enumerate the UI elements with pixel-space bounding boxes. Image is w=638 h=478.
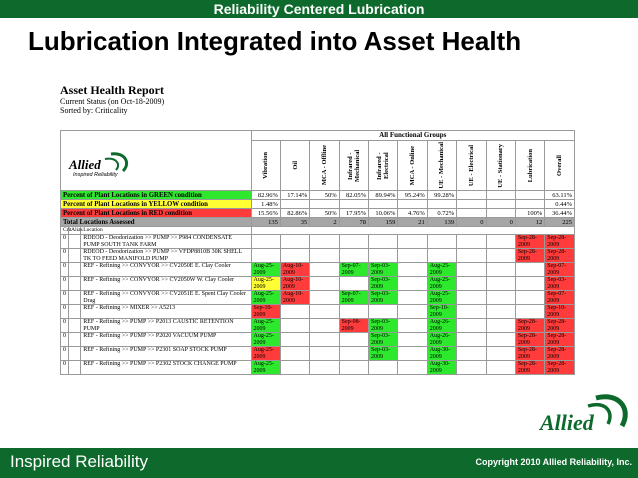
crit-cell: 0 (61, 263, 69, 277)
empty-cell (457, 361, 486, 375)
alias-cell (69, 277, 81, 291)
empty-cell (369, 305, 398, 319)
empty-cell (427, 249, 456, 263)
empty-cell (280, 235, 309, 249)
empty-cell (310, 361, 339, 375)
status-date-cell: Aug-25-2009 (251, 277, 280, 291)
column-header (515, 141, 544, 191)
list-header (61, 227, 575, 235)
status-date-cell: Aug-25-2009 (427, 291, 456, 305)
summary-value (280, 200, 309, 209)
status-date-cell: Sep-10-2009 (545, 305, 575, 319)
summary-value: 50% (310, 191, 339, 200)
empty-cell (339, 333, 368, 347)
slide-footer-bar (0, 448, 638, 478)
status-date-cell: Sep-03-2009 (369, 291, 398, 305)
location-cell[interactable]: REF - Refining >> PUMP >> P2302 STOCK CHANGE PUMP (81, 361, 251, 375)
summary-value: 17.14% (280, 191, 309, 200)
report-logo-tagline: Inspired Reliability (73, 172, 118, 178)
status-date-cell: Aug-30-2009 (427, 361, 456, 375)
asset-health-table-wrap (60, 130, 575, 375)
status-date-cell: Aug-10-2009 (280, 277, 309, 291)
table-row[interactable] (61, 333, 575, 347)
summary-value: 159 (369, 218, 398, 227)
summary-value (486, 200, 515, 209)
summary-value: 95.24% (398, 191, 427, 200)
table-row[interactable] (61, 291, 575, 305)
location-cell[interactable]: REF - Refining >> PUMP >> P2020 VACUUM PUMP (81, 333, 251, 347)
alias-cell (69, 347, 81, 361)
summary-value (515, 200, 544, 209)
column-header-label: Lubrication (526, 148, 534, 183)
empty-cell (398, 333, 427, 347)
status-date-cell: Aug-10-2009 (280, 291, 309, 305)
crit-cell: 0 (61, 291, 69, 305)
summary-value: 0 (486, 218, 515, 227)
status-date-cell: Aug-25-2009 (251, 319, 280, 333)
status-date-cell: Sep-28-2009 (545, 319, 575, 333)
status-date-cell: Sep-07-2009 (545, 291, 575, 305)
column-header-label: Overall (556, 155, 564, 176)
summary-value (486, 209, 515, 218)
empty-cell (310, 319, 339, 333)
empty-cell (486, 319, 515, 333)
summary-value: 135 (251, 218, 280, 227)
status-date-cell: Aug-25-2009 (251, 263, 280, 277)
empty-cell (486, 277, 515, 291)
status-date-cell: Sep-28-2009 (515, 347, 544, 361)
empty-cell (515, 263, 544, 277)
status-date-cell: Sep-07-2009 (339, 291, 368, 305)
status-date-cell: Sep-28-2009 (515, 333, 544, 347)
empty-cell (339, 361, 368, 375)
empty-cell (339, 249, 368, 263)
column-header (280, 141, 309, 191)
status-date-cell: Sep-28-2009 (545, 235, 575, 249)
status-date-cell: Aug-25-2009 (427, 277, 456, 291)
summary-value (457, 209, 486, 218)
empty-cell (398, 249, 427, 263)
summary-row (61, 218, 575, 227)
summary-value: 139 (427, 218, 456, 227)
alias-cell (69, 263, 81, 277)
location-cell[interactable]: REF - Refining >> PUMP >> P2301 SOAP STOCK PUMP (81, 347, 251, 361)
summary-value: 10.06% (369, 209, 398, 218)
location-cell[interactable]: REF - Refining >> CONVYOR >> CV2050E E. Clay Cooler (81, 263, 251, 277)
column-header-label: UE - Mechanical (438, 142, 446, 189)
crit-cell: 0 (61, 347, 69, 361)
summary-rows (61, 191, 575, 227)
status-date-cell: Sep-28-2009 (545, 347, 575, 361)
column-header (398, 141, 427, 191)
summary-value: 17.95% (339, 209, 368, 218)
empty-cell (457, 347, 486, 361)
slide-header-text: Reliability Centered Lubrication (213, 1, 425, 17)
summary-value: 50% (310, 209, 339, 218)
empty-cell (457, 305, 486, 319)
summary-value: 225 (545, 218, 575, 227)
status-date-cell: Sep-28-2009 (545, 249, 575, 263)
summary-label: Percent of Plant Locations in GREEN condition (61, 191, 252, 200)
empty-cell (486, 263, 515, 277)
column-header (310, 141, 339, 191)
status-date-cell: Sep-28-2009 (515, 361, 544, 375)
summary-row (61, 191, 575, 200)
summary-label: Percent of Plant Locations in YELLOW condition (61, 200, 252, 209)
location-rows (61, 235, 575, 375)
slide-header-bar (0, 0, 638, 18)
summary-value: 36.44% (545, 209, 575, 218)
summary-label: Total Locations Assessed (61, 218, 252, 227)
empty-cell (515, 305, 544, 319)
column-header-label: Infrared - Electrical (376, 151, 391, 180)
alias-cell (69, 235, 81, 249)
crit-cell: 0 (61, 333, 69, 347)
status-date-cell: Sep-10-2009 (427, 305, 456, 319)
column-header-label: UE - Electrical (467, 144, 475, 187)
summary-value (398, 200, 427, 209)
summary-value: 1.48% (251, 200, 280, 209)
summary-value (369, 200, 398, 209)
empty-cell (398, 277, 427, 291)
alias-cell (69, 361, 81, 375)
location-cell[interactable]: REF - Refining >> MIXER >> A5213 (81, 305, 251, 319)
summary-value (457, 200, 486, 209)
table-row[interactable] (61, 347, 575, 361)
location-cell[interactable]: RDEOD - Deodorization >> PUMP >> VFDP8810B 30K SHELL TK TO FEED MANIFOLD PUMP (81, 249, 251, 263)
empty-cell (515, 277, 544, 291)
crit-cell: 0 (61, 249, 69, 263)
column-header-label: Infrared - Mechanical (346, 149, 361, 182)
location-cell[interactable]: REF - Refining >> PUMP >> P2013 CAUSTIC RETENTION PUMP (81, 319, 251, 333)
table-row[interactable] (61, 249, 575, 263)
status-date-cell: Sep-28-2009 (545, 333, 575, 347)
status-date-cell: Sep-10-2009 (251, 305, 280, 319)
empty-cell (310, 249, 339, 263)
empty-cell (251, 235, 280, 249)
status-date-cell: Sep-28-2009 (545, 361, 575, 375)
status-date-cell: Sep-08-2009 (339, 319, 368, 333)
report-heading (60, 84, 575, 115)
summary-value: 99.28% (427, 191, 456, 200)
empty-cell (457, 277, 486, 291)
summary-value: 21 (398, 218, 427, 227)
footer-tagline: Inspired Reliability (10, 452, 148, 471)
empty-cell (398, 235, 427, 249)
location-header: Location (81, 227, 251, 235)
brand-logo-text: Allied (540, 410, 594, 435)
summary-row (61, 200, 575, 209)
summary-label: Percent of Plant Locations in RED condition (61, 209, 252, 218)
status-date-cell: Aug-25-2009 (251, 361, 280, 375)
empty-cell (486, 249, 515, 263)
status-date-cell: Sep-07-2009 (545, 263, 575, 277)
empty-cell (398, 305, 427, 319)
table-row[interactable] (61, 361, 575, 375)
empty-cell (457, 291, 486, 305)
report-logo-text: Allied (69, 157, 101, 172)
status-date-cell: Sep-28-2009 (515, 249, 544, 263)
empty-cell (280, 249, 309, 263)
empty-cell (310, 277, 339, 291)
report-title: Asset Health Report (60, 83, 164, 97)
status-date-cell: Sep-03-2009 (369, 263, 398, 277)
table-row[interactable] (61, 235, 575, 249)
alias-cell (69, 249, 81, 263)
summary-value: 4.76% (398, 209, 427, 218)
crit-header: Crit (61, 227, 69, 235)
column-header-label: MCA - Offline (320, 145, 328, 186)
alias-cell (69, 333, 81, 347)
alias-header: Alias (69, 227, 81, 235)
column-header (427, 141, 456, 191)
empty-cell (398, 347, 427, 361)
empty-cell (280, 347, 309, 361)
summary-value (457, 191, 486, 200)
summary-value: 82.96% (251, 191, 280, 200)
empty-cell (486, 305, 515, 319)
empty-cell (515, 291, 544, 305)
empty-cell (486, 291, 515, 305)
summary-value: 2 (310, 218, 339, 227)
status-date-cell: Aug-10-2009 (280, 263, 309, 277)
report-logo-cell (61, 131, 252, 191)
empty-cell (398, 291, 427, 305)
status-date-cell: Aug-25-2009 (251, 291, 280, 305)
crit-cell: 0 (61, 277, 69, 291)
empty-cell (369, 235, 398, 249)
empty-cell (310, 291, 339, 305)
empty-cell (486, 361, 515, 375)
asset-health-table (60, 130, 575, 375)
summary-value: 89.94% (369, 191, 398, 200)
empty-cell (457, 235, 486, 249)
status-date-cell: Sep-28-2009 (515, 319, 544, 333)
table-row[interactable] (61, 319, 575, 333)
status-date-cell: Sep-03-2009 (369, 319, 398, 333)
summary-value: 63.11% (545, 191, 575, 200)
column-header-label: UE - Stationary (497, 143, 505, 188)
summary-value: 82.05% (339, 191, 368, 200)
table-row[interactable] (61, 305, 575, 319)
status-date-cell: Aug-30-2009 (427, 347, 456, 361)
empty-cell (339, 235, 368, 249)
summary-value: 100% (515, 209, 544, 218)
empty-cell (280, 333, 309, 347)
status-date-cell: Sep-28-2009 (515, 235, 544, 249)
summary-value (339, 200, 368, 209)
empty-cell (280, 319, 309, 333)
crit-cell: 0 (61, 305, 69, 319)
summary-row (61, 209, 575, 218)
empty-cell (486, 235, 515, 249)
summary-value: 12 (515, 218, 544, 227)
empty-cell (339, 305, 368, 319)
table-row[interactable] (61, 277, 575, 291)
column-header-label: Oil (291, 161, 299, 170)
column-header-label: Vibration (262, 152, 270, 179)
empty-cell (398, 319, 427, 333)
table-row[interactable] (61, 263, 575, 277)
crit-cell: 0 (61, 235, 69, 249)
empty-cell (457, 249, 486, 263)
column-header (486, 141, 515, 191)
summary-value: 35 (280, 218, 309, 227)
empty-cell (280, 361, 309, 375)
empty-cell (310, 333, 339, 347)
status-date-cell: Aug-25-2009 (427, 263, 456, 277)
empty-cell (339, 277, 368, 291)
status-date-cell: Sep-03-2009 (369, 347, 398, 361)
status-date-cell: Sep-03-2009 (369, 277, 398, 291)
alias-cell (69, 291, 81, 305)
summary-value: 0.44% (545, 200, 575, 209)
status-date-cell: Sep-03-2009 (545, 277, 575, 291)
empty-cell (280, 305, 309, 319)
alias-cell (69, 319, 81, 333)
functional-groups-header: All Functional Groups (251, 131, 574, 141)
location-cell[interactable]: REF - Refining >> CONVYOR >> CV2050W W. Clay Cooler (81, 277, 251, 291)
empty-cell (457, 319, 486, 333)
status-date-cell: Sep-03-2009 (369, 333, 398, 347)
summary-value: 0.72% (427, 209, 456, 218)
empty-cell (369, 361, 398, 375)
empty-cell (310, 305, 339, 319)
location-cell[interactable]: RDEOD - Deodorization >> PUMP >> P984 CONDENSATE PUMP SOUTH TANK FARM (81, 235, 251, 249)
report-sorted: Sorted by: Criticality (60, 106, 128, 115)
status-date-cell: Aug-25-2009 (251, 333, 280, 347)
summary-value: 15.56% (251, 209, 280, 218)
column-header (545, 141, 575, 191)
column-header (457, 141, 486, 191)
summary-value (486, 191, 515, 200)
footer-copyright: Copyright 2010 Allied Reliability, Inc. (475, 457, 632, 467)
empty-cell (457, 333, 486, 347)
empty-cell (486, 347, 515, 361)
column-header (369, 141, 398, 191)
status-date-cell: Aug-26-2009 (427, 333, 456, 347)
empty-cell (398, 361, 427, 375)
column-header (251, 141, 280, 191)
empty-cell (427, 235, 456, 249)
crit-cell: 0 (61, 361, 69, 375)
summary-value: 0 (457, 218, 486, 227)
status-date-cell: Aug-25-2009 (251, 347, 280, 361)
summary-value: 82.86% (280, 209, 309, 218)
status-date-cell: Aug-26-2009 (427, 319, 456, 333)
column-header-label: MCA - Online (409, 145, 417, 186)
empty-cell (310, 235, 339, 249)
empty-cell (339, 347, 368, 361)
empty-cell (486, 333, 515, 347)
report-status: Current Status (on Oct-18-2009) (60, 97, 165, 106)
column-header (339, 141, 368, 191)
empty-cell (457, 263, 486, 277)
empty-cell (310, 263, 339, 277)
summary-value (427, 200, 456, 209)
empty-cell (310, 347, 339, 361)
location-cell[interactable]: REF - Refining >> CONVYOR >> CV2051E E. Spent Clay Cooler Drag (81, 291, 251, 305)
summary-value (515, 191, 544, 200)
empty-cell (398, 263, 427, 277)
crit-cell: 0 (61, 319, 69, 333)
alias-cell (69, 305, 81, 319)
summary-value (310, 200, 339, 209)
summary-value: 78 (339, 218, 368, 227)
empty-cell (251, 249, 280, 263)
status-date-cell: Sep-07-2009 (339, 263, 368, 277)
empty-cell (369, 249, 398, 263)
slide-title: Lubrication Integrated into Asset Health (28, 26, 522, 56)
